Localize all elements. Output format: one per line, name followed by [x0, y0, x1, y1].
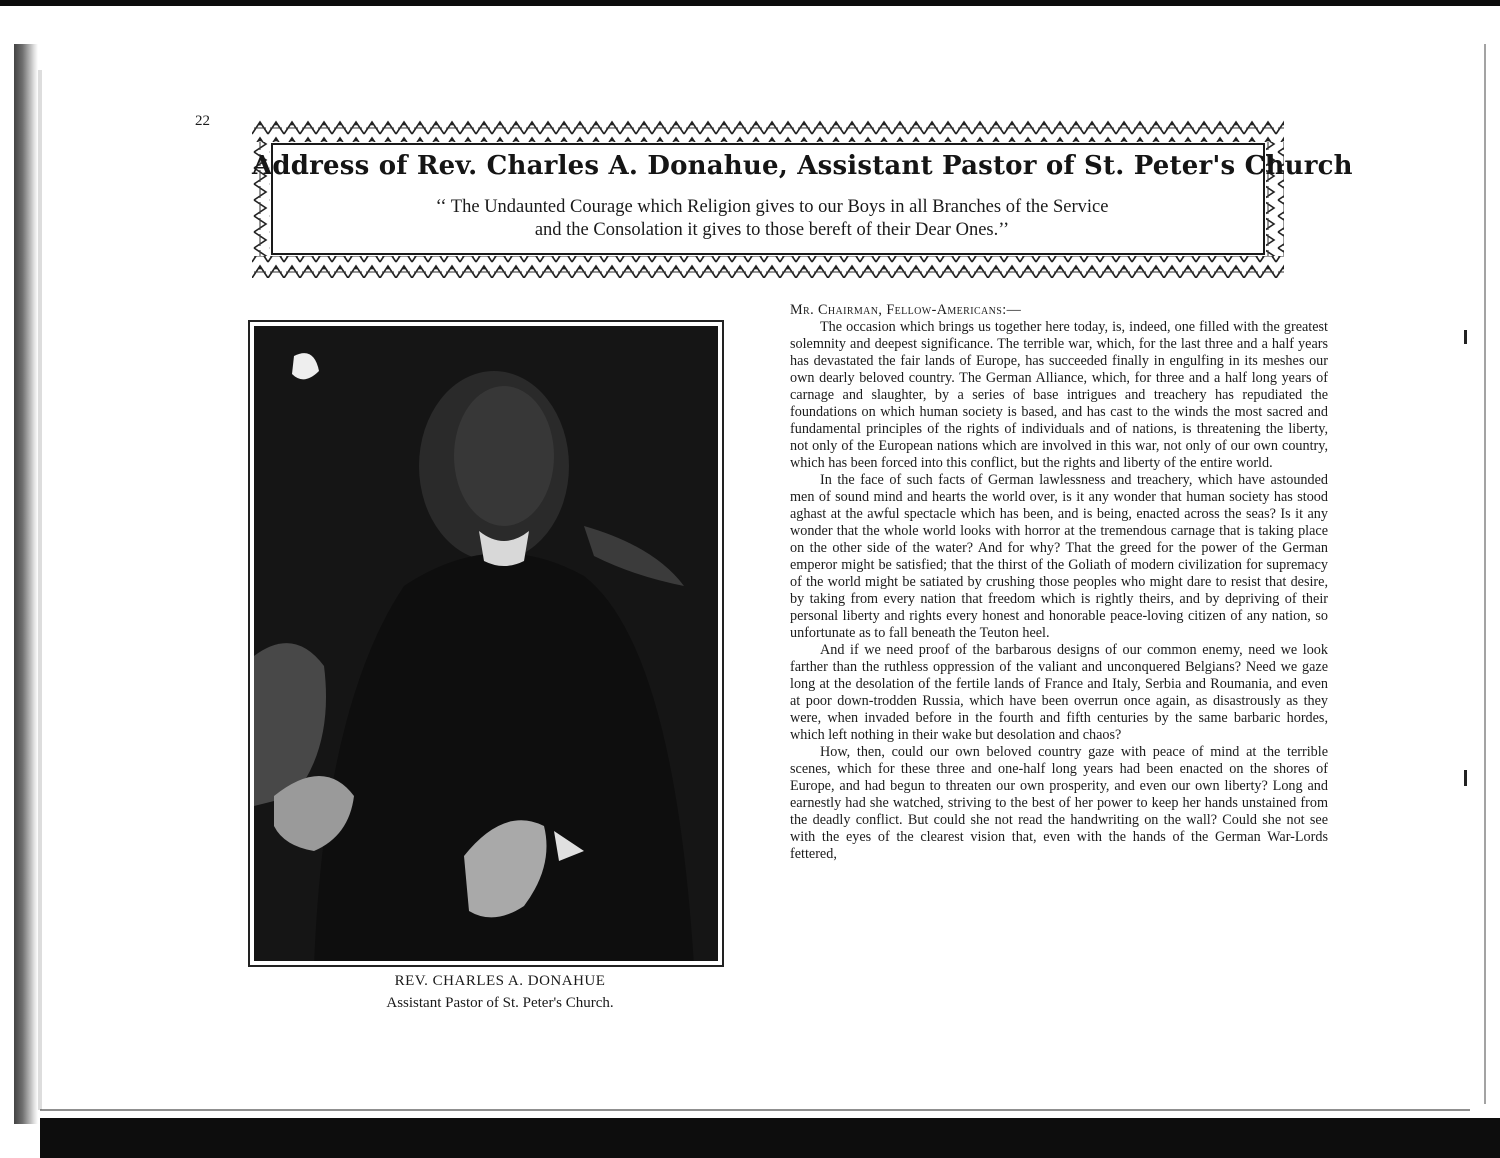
scan-left-binding-line [38, 70, 42, 1110]
paragraph: And if we need proof of the barbarous designs of our common enemy, need we look farther than the ruthless oppression of the valiant and unconquered Belgians? Need we gaze long at the desolation of the fertile lands of France and Italy, Serbia and Roumania, and even at poor down-trodden Russia, which have been overrun once again, as disastrously as they were, when invaded before in the fourth and fifth centuries by the same barbaric hordes, which left nothing in their wake but desolation and chaos? [790, 642, 1328, 743]
scan-top-edge [0, 0, 1500, 6]
photo-caption-title: Assistant Pastor of St. Peter's Church. [386, 995, 614, 1011]
article-body [790, 302, 1328, 863]
scan-right-edge [1484, 44, 1486, 1104]
photo-caption-name: REV. CHARLES A. DONAHUE [394, 973, 606, 989]
scan-bottom-edge [40, 1118, 1500, 1158]
salutation: Mr. Chairman, Fellow-Americans:— [790, 302, 1022, 318]
article-header [252, 120, 1353, 278]
subtitle-line-1: ‘‘ The Undaunted Courage which Religion gives to our Boys in all Branches of the Service [435, 197, 1109, 217]
scan-mark [1464, 770, 1467, 786]
article-title: Address of Rev. Charles A. Donahue, Assistant Pastor of St. Peter's Church [252, 151, 1353, 181]
scan-bottom-line [40, 1109, 1470, 1111]
scan-left-binding-shadow [14, 44, 38, 1124]
portrait-photo-frame [248, 320, 724, 967]
portrait-image [254, 326, 718, 961]
article-subtitle [362, 196, 1182, 242]
scan-mark [1464, 330, 1467, 344]
subtitle-line-2: and the Consolation it gives to those bereft of their Dear Ones.’’ [534, 220, 1010, 240]
paragraph: How, then, could our own beloved country gaze with peace of mind at the terrible scenes, which for these three and one-half long years had been enacted on the shores of Europe, and had begun to threaten our own prosperity, and even our own liberty? Long and earnestly had she watched, striving to the best of her power to keep her hands unstained from the deadly conflict. But could she not read the handwriting on the wall? Could she not see with the eyes of the clearest vision that, even with the hands of the German War-Lords fettered, [790, 744, 1328, 862]
paragraph: In the face of such facts of German lawlessness and treachery, which have astounded men of sound mind and hearts the world over, is it any wonder that human society has stood aghast at the awful spectacle which has been, and is being, enacted across the seas? Is it any wonder that the whole world looks with horror at the tremendous carnage that is taking place on the other side of the water? And for why? That the greed for the power of the German emperor might be satisfied; that the thirst of the Goliath of modern civilization for supremacy of the world might be satiated by crushing those peoples who might dare to resist that desire, by taking from every nation that freedom which is rightly theirs, and by depriving of their personal liberty and rights every honest and honorable peace-loving citizen of any nation, so unfortunate as to fall beneath the Teuton heel. [790, 472, 1328, 641]
portrait-photo [254, 326, 718, 961]
page-number: 22 [195, 113, 210, 129]
paragraph: The occasion which brings us together here today, is, indeed, one filled with the greatest solemnity and deepest significance. The terrible war, which, for the last three and a half years has devastated the fair lands of Europe, has succeeded finally in engulfing in its meshes our own dearly beloved country. The German Alliance, which, for three and a half long years of carnage and slaughter, by a series of base intrigues and treachery has repudiated the foundations on which human society is based, and has cast to the winds the most sacred and fundamental principles of the rights of individuals and of nations, is threatening the liberty, not only of the European nations which are involved in this war, not only of our own country, which has been forced into this conflict, but the rights and liberty of the entire world. [790, 319, 1328, 471]
